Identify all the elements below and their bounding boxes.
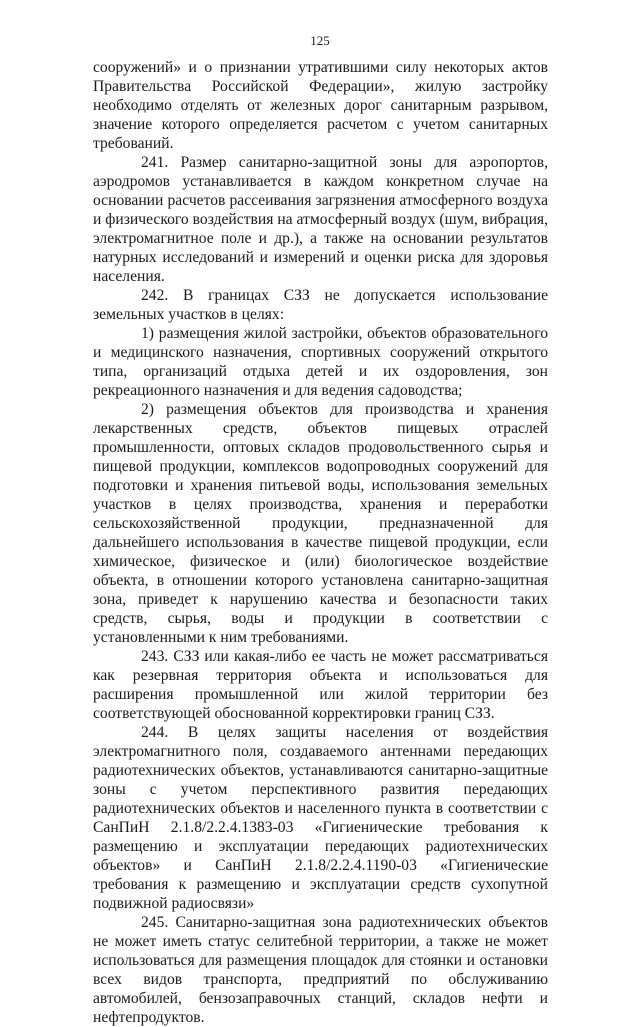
paragraph-245: 245. Санитарно-защитная зона радиотехнических объектов не может иметь статус селитебной территории, а также не может использоваться для размещения площадок для стоянки и остановки всех видов транспорта, предприятий по обслуживанию автомобилей, бензозаправочных станций, складов нефти и нефтепродуктов.: [93, 914, 548, 1026]
document-body: [93, 58, 548, 1027]
paragraph-244: 244. В целях защиты населения от воздействия электромагнитного поля, создаваемого антеннами передающих радиотехнических объектов, устанавливаются санитарно-защитные зоны с учетом перспективного развития передающих радиотехнических объектов и населенного пункта в соответствии с СанПиН 2.1.8/2.2.4.1383-03 «Гигиенические требования к размещению и эксплуатации передающих радиотехнических объектов» и СанПиН 2.1.8/2.2.4.1190-03 «Гигиенические требования к размещению и эксплуатации средств сухопутной подвижной радиосвязи»: [93, 724, 548, 912]
page-number: 125: [310, 33, 330, 48]
paragraph-243: 243. СЗЗ или какая-либо ее часть не может рассматриваться как резервная территория объекта и использоваться для расширения промышленной или жилой территории без соответствующей обоснованной корректировки границ СЗЗ.: [93, 648, 548, 722]
paragraph-continuation: сооружений» и о признании утратившими силу некоторых актов Правительства Российской Федерации», жилую застройку необходимо отделять от железных дорог санитарным разрывом, значение которого определяется расчетом с учетом санитарных требований.: [93, 59, 548, 152]
paragraph-242: 242. В границах СЗЗ не допускается использование земельных участков в целях:: [93, 287, 548, 323]
paragraph-241: 241. Размер санитарно-защитной зоны для аэропортов, аэродромов устанавливается в каждом конкретном случае на основании расчетов рассеивания загрязнения атмосферного воздуха и физического воздействия на атмосферный воздух (шум, вибрация, электромагнитное поле и др.), а также на основании результатов натурных исследований и измерений и оценки риска для здоровья населения.: [93, 154, 548, 285]
list-item-1: 1) размещения жилой застройки, объектов образовательного и медицинского назначения, спортивных сооружений открытого типа, организаций отдыха детей и их оздоровления, зон рекреационного назначения и для ведения садоводства;: [93, 325, 548, 399]
list-item-2: 2) размещения объектов для производства и хранения лекарственных средств, объектов пищевых отраслей промышленности, оптовых складов продовольственного сырья и пищевой продукции, комплексов водопроводных сооружений для подготовки и хранения питьевой воды, использования земельных участков в целях производства, хранения и переработки сельскохозяйственной продукции, предназначенной для дальнейшего использования в качестве пищевой продукции, если химическое, физическое и (или) биологическое воздействие объекта, в отношении которого установлена санитарно-защитная зона, приведет к нарушению качества и безопасности таких средств, сырья, воды и продукции в соответствии с установленными к ним требованиями.: [93, 401, 548, 646]
